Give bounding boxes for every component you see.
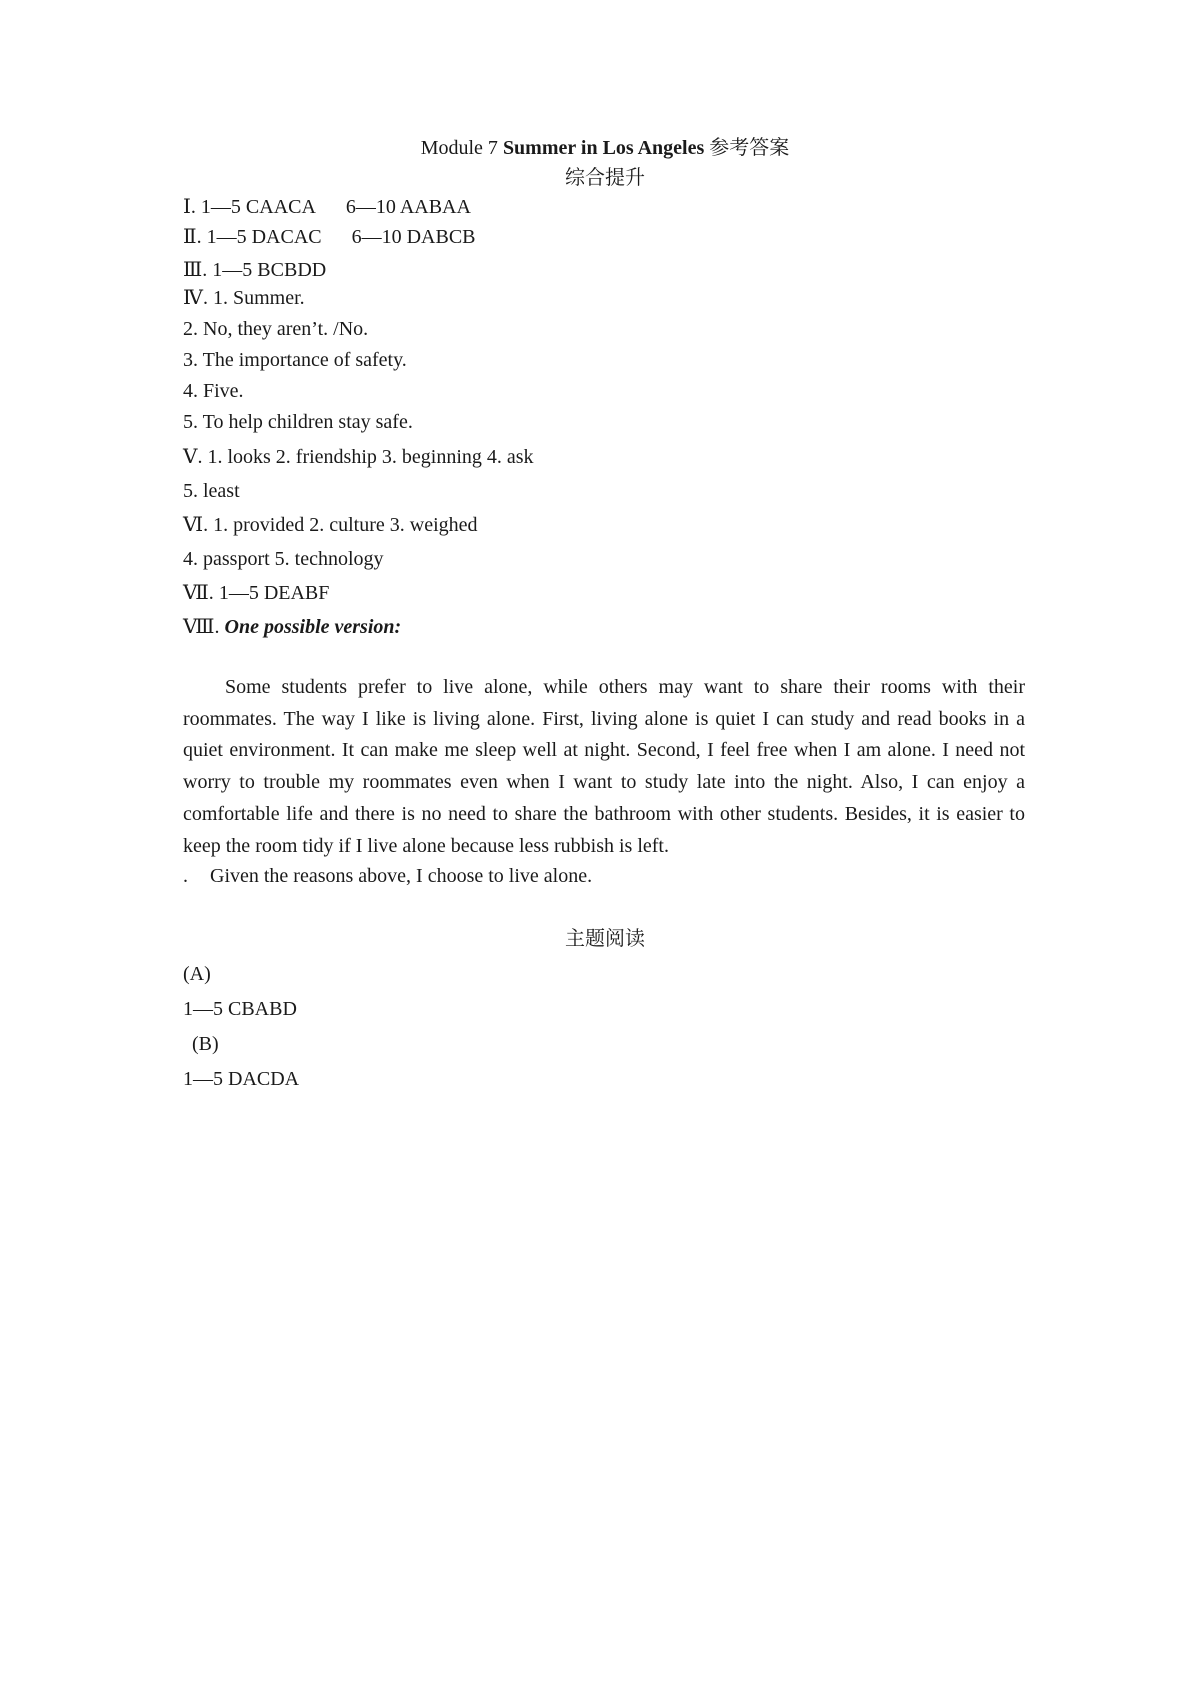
answer-text: 6—10 AABAA	[345, 196, 471, 218]
writing-paragraph	[183, 672, 1025, 862]
answer-line-9	[183, 443, 534, 471]
title-prefix: Module 7	[420, 137, 503, 159]
answer-text: 1—5 CAACA	[200, 196, 316, 218]
writing-closing-line	[183, 862, 592, 890]
answer-text: 1. Summer.	[212, 287, 305, 309]
writing-heading-text: One possible version:	[224, 616, 402, 638]
answer-label: Ⅳ.	[183, 287, 213, 309]
answer-line-10: 5. least	[183, 480, 240, 502]
section-heading-comprehensive: 综合提升	[565, 167, 645, 189]
answer-line-3	[183, 256, 326, 284]
reading-answer-a: 1—5 CBABD	[183, 998, 297, 1020]
answer-line-11	[183, 511, 478, 539]
section-heading-reading: 主题阅读	[565, 928, 645, 950]
reading-label-b: (B)	[192, 1033, 219, 1055]
answer-label: Ⅶ.	[183, 582, 219, 604]
answer-text: 6—10 DABCB	[351, 226, 476, 248]
answer-line-13	[183, 579, 329, 607]
answer-text: 1—5 DACAC	[206, 226, 322, 248]
title-bold: Summer in Los Angeles	[502, 137, 705, 159]
title-suffix: 参考答案	[704, 137, 790, 159]
answer-text: 1. provided 2. culture 3. weighed	[213, 514, 478, 536]
answer-line-12: 4. passport 5. technology	[183, 548, 384, 570]
answer-label: Ⅷ.	[183, 616, 225, 638]
reading-answer-b: 1—5 DACDA	[183, 1068, 300, 1090]
answer-line-1	[183, 193, 471, 221]
answer-line-4	[183, 284, 305, 312]
answer-line-7: 4. Five.	[183, 380, 244, 402]
answer-label: Ⅰ.	[183, 196, 201, 218]
answer-line-6: 3. The importance of safety.	[183, 349, 407, 371]
answer-label: Ⅱ.	[183, 226, 207, 248]
answer-line-5: 2. No, they aren’t. /No.	[183, 318, 369, 340]
answer-line-2	[183, 223, 476, 251]
answer-text: 1. looks 2. friendship 3. beginning 4. ask	[207, 446, 534, 468]
writing-paragraph-text: Some students prefer to live alone, while others may want to share their rooms with their roommates. The way I like is living alone. First, living alone is quiet I can study and read books in a quiet environment. It can make me sleep well at night. Second, I feel free when I am alone. I need not worry to trouble my roommates even when I want to study late into the night. Also, I can enjoy a comfortable life and there is no need to share the bathroom with other students. Besides, it is easier to keep the room tidy if I live alone because less rubbish is left.	[183, 676, 1025, 857]
writing-heading	[183, 613, 401, 641]
answer-label: Ⅵ.	[183, 514, 214, 536]
answer-line-8: 5. To help children stay safe.	[183, 411, 413, 433]
answer-label: Ⅲ.	[183, 259, 213, 281]
answer-text: 1—5 BCBDD	[212, 259, 327, 281]
answer-label: Ⅴ.	[183, 446, 208, 468]
closing-mark: .	[183, 865, 188, 887]
answer-text: 1—5 DEABF	[218, 582, 330, 604]
closing-text: Given the reasons above, I choose to live alone.	[210, 865, 593, 887]
reading-label-a: (A)	[183, 963, 211, 985]
page-title	[0, 134, 1200, 162]
